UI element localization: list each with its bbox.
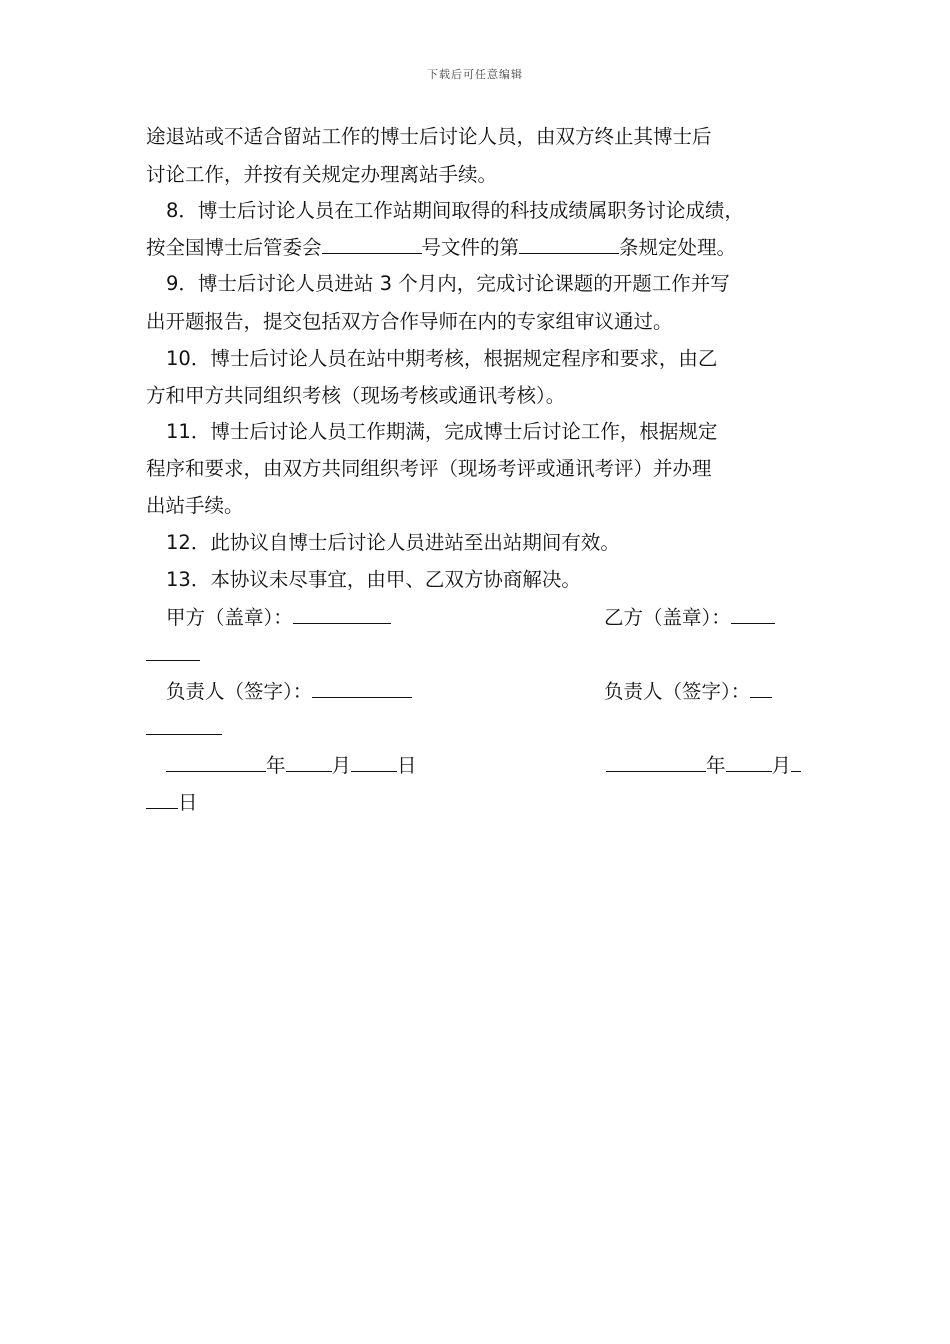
article-number-blank[interactable] — [519, 234, 619, 254]
date-b-day-blank[interactable] — [146, 789, 178, 809]
person-a-sign-label: 负责人（签字）： — [166, 680, 313, 703]
paragraph-10-line-2: 方和甲方共同组织考核（现场考核或通讯考核）。 — [146, 384, 566, 407]
document-number-blank[interactable] — [322, 234, 422, 254]
person-b-sign-label: 负责人（签字）： — [604, 680, 751, 703]
page-header-note: 下载后可任意编辑 — [427, 68, 523, 81]
paragraph-8-line-2 — [146, 234, 736, 261]
date-a-year-blank[interactable] — [166, 752, 266, 772]
paragraph-8-text-a: 按全国博士后管委会 — [146, 236, 322, 259]
person-b-sign-wrap-row — [146, 715, 222, 742]
person-b-sign-blank[interactable] — [750, 678, 772, 698]
paragraph-8-text-b: 号文件的第 — [421, 236, 520, 259]
date-b-row — [606, 752, 801, 779]
date-a-day-label: 日 — [397, 754, 417, 777]
date-b-day-label: 日 — [178, 791, 198, 814]
paragraph-11-line-3: 出站手续。 — [146, 494, 244, 517]
date-b-month-blank[interactable] — [726, 752, 772, 772]
paragraph-7-line-2: 讨论工作，并按有关规定办理离站手续。 — [146, 163, 498, 186]
paragraph-9-line-2: 出开题报告，提交包括双方合作导师在内的专家组审议通过。 — [146, 310, 673, 333]
date-b-wrap-row — [146, 789, 198, 816]
date-b-month-label: 月 — [771, 754, 792, 777]
paragraph-7-line-1: 途退站或不适合留站工作的博士后讨论人员，由双方终止其博士后 — [146, 125, 712, 148]
paragraph-11-line-1: 11．博士后讨论人员工作期满，完成博士后讨论工作，根据规定 — [166, 420, 718, 443]
person-b-sign-row — [604, 678, 772, 705]
person-b-sign-blank-wrap[interactable] — [146, 715, 222, 735]
person-a-sign-blank[interactable] — [312, 678, 412, 698]
person-a-sign-row — [146, 678, 412, 705]
paragraph-12: 12．此协议自博士后讨论人员进站至出站期间有效。 — [166, 531, 620, 554]
paragraph-8-line-1: 8．博士后讨论人员在工作站期间取得的科技成绩属职务讨论成绩， — [166, 199, 744, 222]
date-a-day-blank[interactable] — [351, 752, 397, 772]
paragraph-13: 13．本协议未尽事宜，由甲、乙双方协商解决。 — [166, 568, 581, 591]
date-a-row — [146, 752, 417, 779]
party-a-seal-blank[interactable] — [293, 604, 391, 624]
paragraph-8-text-c: 条规定处理。 — [619, 236, 737, 259]
date-a-month-label: 月 — [331, 754, 352, 777]
party-b-seal-row — [604, 604, 775, 631]
party-b-seal-wrap-row — [146, 641, 200, 668]
party-b-seal-blank-wrap[interactable] — [146, 641, 200, 661]
party-a-seal-label: 甲方（盖章）： — [166, 606, 293, 629]
date-a-month-blank[interactable] — [286, 752, 332, 772]
party-b-seal-blank[interactable] — [731, 604, 775, 624]
paragraph-9-line-1: 9．博士后讨论人员进站 3 个月内，完成讨论课题的开题工作并写 — [166, 272, 730, 295]
party-b-seal-label: 乙方（盖章）： — [604, 606, 731, 629]
paragraph-11-line-2: 程序和要求，由双方共同组织考评（现场考评或通讯考评）并办理 — [146, 457, 712, 480]
party-a-seal-row — [146, 604, 391, 631]
paragraph-10-line-1: 10．博士后讨论人员在站中期考核，根据规定程序和要求，由乙 — [166, 347, 718, 370]
date-b-day-blank-start[interactable] — [791, 752, 801, 772]
date-a-year-label: 年 — [266, 754, 286, 777]
date-b-year-label: 年 — [706, 754, 726, 777]
date-b-year-blank[interactable] — [606, 752, 706, 772]
